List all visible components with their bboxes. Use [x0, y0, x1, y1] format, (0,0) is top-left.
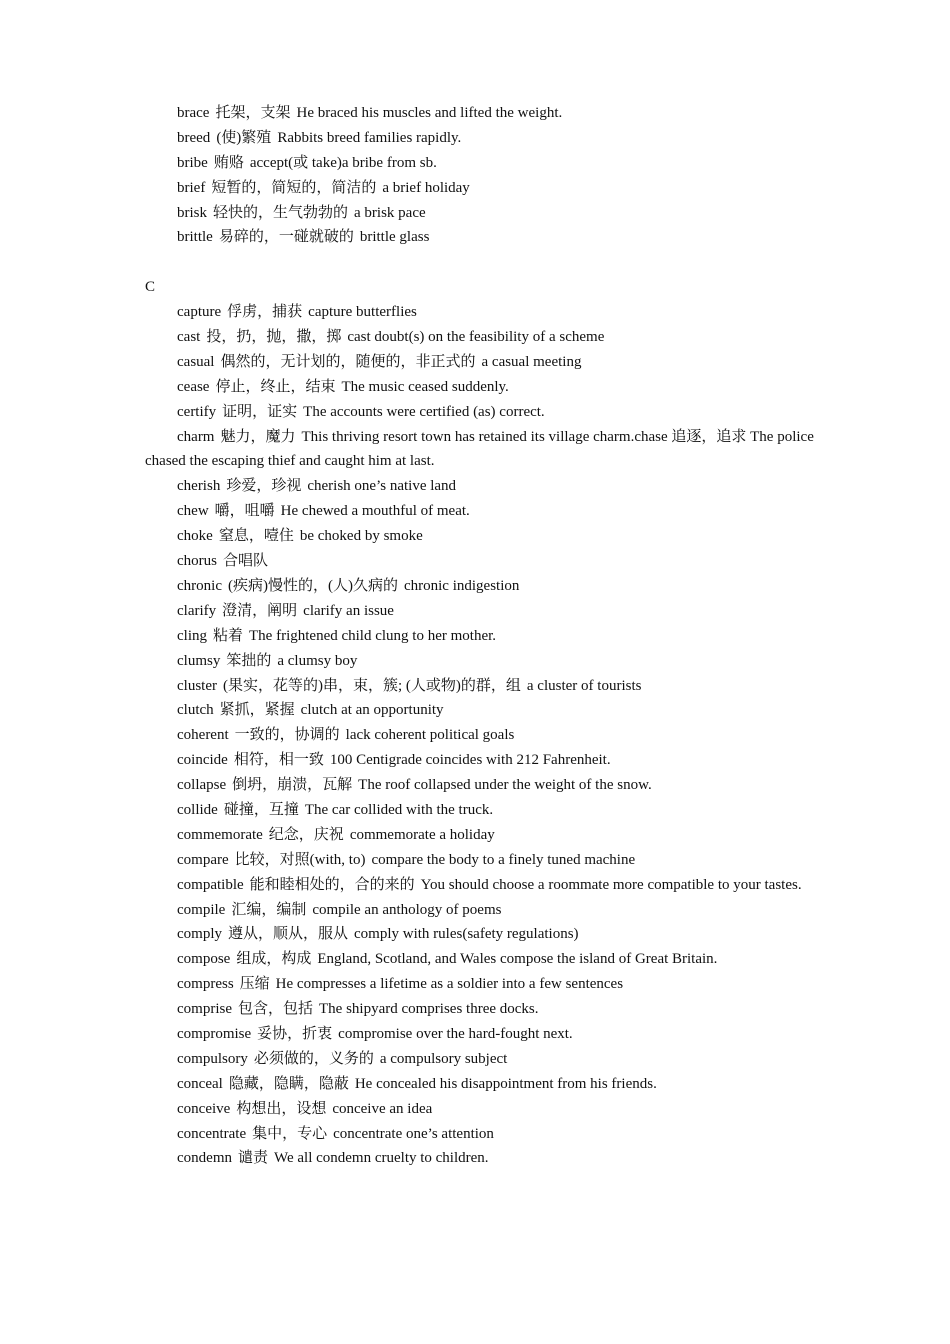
entry-example: The frightened child clung to her mother.	[249, 627, 497, 644]
entry-definition: (疾病)慢性的，(人)久病的	[227, 577, 398, 594]
entry-example: This thriving resort town has retained its village charm.chase 追逐，追求 The police chased the escaping thief and caught him at last.	[145, 428, 814, 470]
entry-definition: 一致的，协调的	[234, 727, 340, 744]
entry-word: certify	[177, 403, 217, 420]
entry-bribe	[145, 151, 815, 176]
entry-example: He concealed his disappointment from his friends.	[354, 1075, 657, 1092]
entry-definition: 证明，证实	[222, 403, 298, 420]
entry-cease	[145, 375, 815, 400]
entry-definition: 俘虏，捕获	[227, 304, 303, 321]
entry-charm	[145, 425, 815, 475]
entry-cluster	[145, 674, 815, 699]
entry-coherent	[145, 723, 815, 748]
entry-definition: 汇编，编制	[231, 901, 307, 918]
entry-word: comprise	[177, 1001, 232, 1018]
entry-concentrate	[145, 1122, 815, 1147]
entry-word: casual	[177, 353, 215, 370]
entry-definition: 遵从，顺从，服从	[228, 926, 349, 943]
entry-definition: 隐藏，隐瞒，隐蔽	[228, 1075, 349, 1092]
entry-word: brace	[177, 105, 210, 121]
entry-compress	[145, 972, 815, 997]
entry-word: compromise	[177, 1026, 252, 1042]
entry-example: cast doubt(s) on the feasibility of a scheme	[347, 329, 605, 346]
entry-example: comply with rules(safety regulations)	[354, 926, 579, 943]
entry-word: commemorate	[177, 826, 263, 843]
entry-example: chronic indigestion	[403, 577, 520, 594]
entry-word: brief	[177, 179, 206, 196]
entry-example: He compresses a lifetime as a soldier into a few sentences	[275, 976, 624, 993]
entry-capture	[145, 300, 815, 325]
entry-example: be choked by smoke	[299, 528, 423, 545]
entry-compose	[145, 947, 815, 972]
entry-definition: 组成，构成	[236, 951, 312, 968]
entry-cling	[145, 624, 815, 649]
entry-definition: 构想出，设想	[236, 1100, 327, 1117]
entry-definition: 窒息，噎住	[218, 528, 294, 545]
entry-coincide	[145, 748, 815, 773]
entry-word: collide	[177, 801, 218, 818]
entry-definition: 包含，包括	[237, 1001, 313, 1018]
entry-example: conceive an idea	[332, 1100, 433, 1117]
entry-example: He chewed a mouthful of meat.	[280, 503, 470, 520]
entry-word: cling	[177, 627, 207, 644]
entry-example: clarify an issue	[303, 602, 394, 619]
entry-cast	[145, 325, 815, 350]
entry-definition: 必须做的，义务的	[253, 1050, 374, 1067]
entry-example: brittle glass	[359, 229, 430, 246]
entry-word: compress	[177, 976, 234, 993]
entry-word: compile	[177, 901, 226, 918]
entry-chorus	[145, 549, 815, 574]
entry-definition: 比较，对照(with, to)	[234, 851, 366, 868]
entry-example: a brisk pace	[354, 204, 426, 221]
entry-casual	[145, 350, 815, 375]
entry-word: breed	[177, 129, 211, 146]
entry-definition: 压缩	[239, 976, 270, 993]
entry-definition: 托架，支架	[215, 105, 291, 121]
entry-word: choke	[177, 528, 213, 545]
entries-c	[145, 300, 815, 1171]
entry-example: commemorate a holiday	[349, 826, 495, 843]
entry-definition: 澄清，阐明	[222, 602, 298, 619]
entry-definition: 谴责	[237, 1150, 268, 1167]
entry-word: cease	[177, 378, 210, 395]
entry-certify	[145, 400, 815, 425]
entry-definition: 贿赂	[213, 154, 244, 171]
entry-conceive	[145, 1097, 815, 1122]
entry-example: You should choose a roommate more compatible to your tastes.	[420, 876, 802, 893]
entry-definition: (果实，花等的)串，束，簇; (人或物)的群，组	[222, 677, 521, 694]
entry-definition: 相符，相一致	[233, 752, 324, 769]
entry-word: concentrate	[177, 1125, 247, 1142]
entry-example: The car collided with the truck.	[304, 801, 494, 818]
entry-word: compatible	[177, 876, 244, 893]
entry-example: a compulsory subject	[379, 1050, 508, 1067]
entry-choke	[145, 524, 815, 549]
entry-word: collapse	[177, 777, 227, 794]
entry-example: capture butterflies	[308, 304, 417, 321]
entry-brittle	[145, 225, 815, 250]
entry-example: England, Scotland, and Wales compose the island of Great Britain.	[317, 951, 718, 968]
entry-compare	[145, 848, 815, 873]
entry-word: compose	[177, 951, 231, 968]
entry-conceal	[145, 1072, 815, 1097]
entry-brief	[145, 176, 815, 201]
entry-chew	[145, 499, 815, 524]
entry-example: The music ceased suddenly.	[341, 378, 509, 395]
section-heading-c: C	[145, 279, 156, 296]
entry-definition: 能和睦相处的，合的来的	[249, 876, 415, 893]
entry-breed	[145, 126, 815, 151]
entry-word: cherish	[177, 478, 221, 495]
entry-condemn	[145, 1146, 815, 1171]
entry-example: The shipyard comprises three docks.	[319, 1001, 539, 1018]
entry-definition: 合唱队	[223, 553, 269, 570]
entry-example: compile an anthology of poems	[312, 901, 502, 918]
entry-comprise	[145, 997, 815, 1022]
entry-example: clutch at an opportunity	[300, 702, 444, 719]
entry-definition: 偶然的，无计划的，随便的，非正式的	[220, 353, 476, 370]
entry-compatible	[145, 873, 815, 898]
entry-definition: 轻快的，生气勃勃的	[213, 204, 349, 221]
entry-example: accept(或 take)a bribe from sb.	[249, 154, 437, 171]
entry-word: capture	[177, 304, 222, 321]
entry-word: cluster	[177, 677, 217, 694]
entry-brisk	[145, 201, 815, 226]
entry-example: compare the body to a finely tuned machine	[371, 851, 636, 868]
entry-definition: 倒坍，崩溃，瓦解	[232, 777, 353, 794]
entry-word: clarify	[177, 602, 217, 619]
entry-word: chew	[177, 503, 209, 520]
entry-word: clutch	[177, 702, 214, 719]
entry-example: We all condemn cruelty to children.	[274, 1150, 489, 1167]
entry-clumsy	[145, 649, 815, 674]
entry-compile	[145, 898, 815, 923]
entry-example: concentrate one’s attention	[333, 1125, 494, 1142]
entry-example: 100 Centigrade coincides with 212 Fahrenheit.	[329, 752, 611, 769]
entry-word: bribe	[177, 154, 208, 171]
entry-chronic	[145, 574, 815, 599]
entry-word: brittle	[177, 229, 213, 246]
entry-word: condemn	[177, 1150, 232, 1167]
entry-definition: 纪念，庆祝	[268, 826, 344, 843]
entry-definition: 珍爱，珍视	[226, 478, 302, 495]
entry-definition: 魅力，魔力	[220, 428, 296, 445]
entry-example: cherish one’s native land	[307, 478, 457, 495]
entry-word: coherent	[177, 727, 229, 744]
entry-clutch	[145, 698, 815, 723]
entry-word: cast	[177, 329, 201, 346]
entries-b	[145, 101, 815, 250]
entry-clarify	[145, 599, 815, 624]
entry-example: lack coherent political goals	[345, 727, 515, 744]
entry-word: comply	[177, 926, 222, 943]
entry-cherish	[145, 474, 815, 499]
entry-example: Rabbits breed families rapidly.	[277, 129, 462, 146]
entry-word: chronic	[177, 577, 222, 594]
entry-example: a clumsy boy	[277, 652, 358, 669]
entry-comply	[145, 922, 815, 947]
entry-example: The accounts were certified (as) correct.	[303, 403, 545, 420]
entry-definition: 集中，专心	[252, 1125, 328, 1142]
entry-word: compulsory	[177, 1050, 248, 1067]
entry-definition: 易碎的，一碰就破的	[218, 229, 354, 246]
entry-word: chorus	[177, 553, 217, 570]
entry-example: compromise over the hard-fought next.	[338, 1026, 573, 1042]
entry-brace	[145, 101, 815, 126]
entry-definition: 紧抓，紧握	[219, 702, 295, 719]
entry-definition: 停止，终止，结束	[215, 378, 336, 395]
entry-compulsory	[145, 1047, 815, 1072]
entry-word: coincide	[177, 752, 228, 769]
entry-definition: 笨拙的	[226, 652, 272, 669]
entry-collide	[145, 798, 815, 823]
entry-definition: 嚼，咀嚼	[214, 503, 275, 520]
entry-example: The roof collapsed under the weight of the snow.	[358, 777, 652, 794]
vocabulary-list	[145, 101, 815, 1171]
entry-word: conceal	[177, 1075, 223, 1092]
entry-word: conceive	[177, 1100, 231, 1117]
entry-example: a cluster of tourists	[526, 677, 642, 694]
entry-collapse	[145, 773, 815, 798]
entry-example: a brief holiday	[382, 179, 470, 196]
entry-definition: 妥协，折衷	[257, 1026, 333, 1042]
entry-definition: 碰撞，互撞	[223, 801, 299, 818]
entry-example: a casual meeting	[481, 353, 582, 370]
entry-word: clumsy	[177, 652, 221, 669]
entry-definition: 粘着	[213, 627, 244, 644]
entry-definition: 投，扔，抛，撒，掷	[206, 329, 342, 346]
entry-compromise	[145, 1022, 815, 1047]
entry-definition: (使)繁殖	[216, 129, 272, 146]
entry-word: brisk	[177, 204, 207, 221]
entry-commemorate	[145, 823, 815, 848]
entry-example: He braced his muscles and lifted the weight.	[296, 105, 563, 121]
entry-word: compare	[177, 851, 229, 868]
entry-definition: 短暂的，简短的，简洁的	[211, 179, 377, 196]
entry-word: charm	[177, 428, 215, 445]
